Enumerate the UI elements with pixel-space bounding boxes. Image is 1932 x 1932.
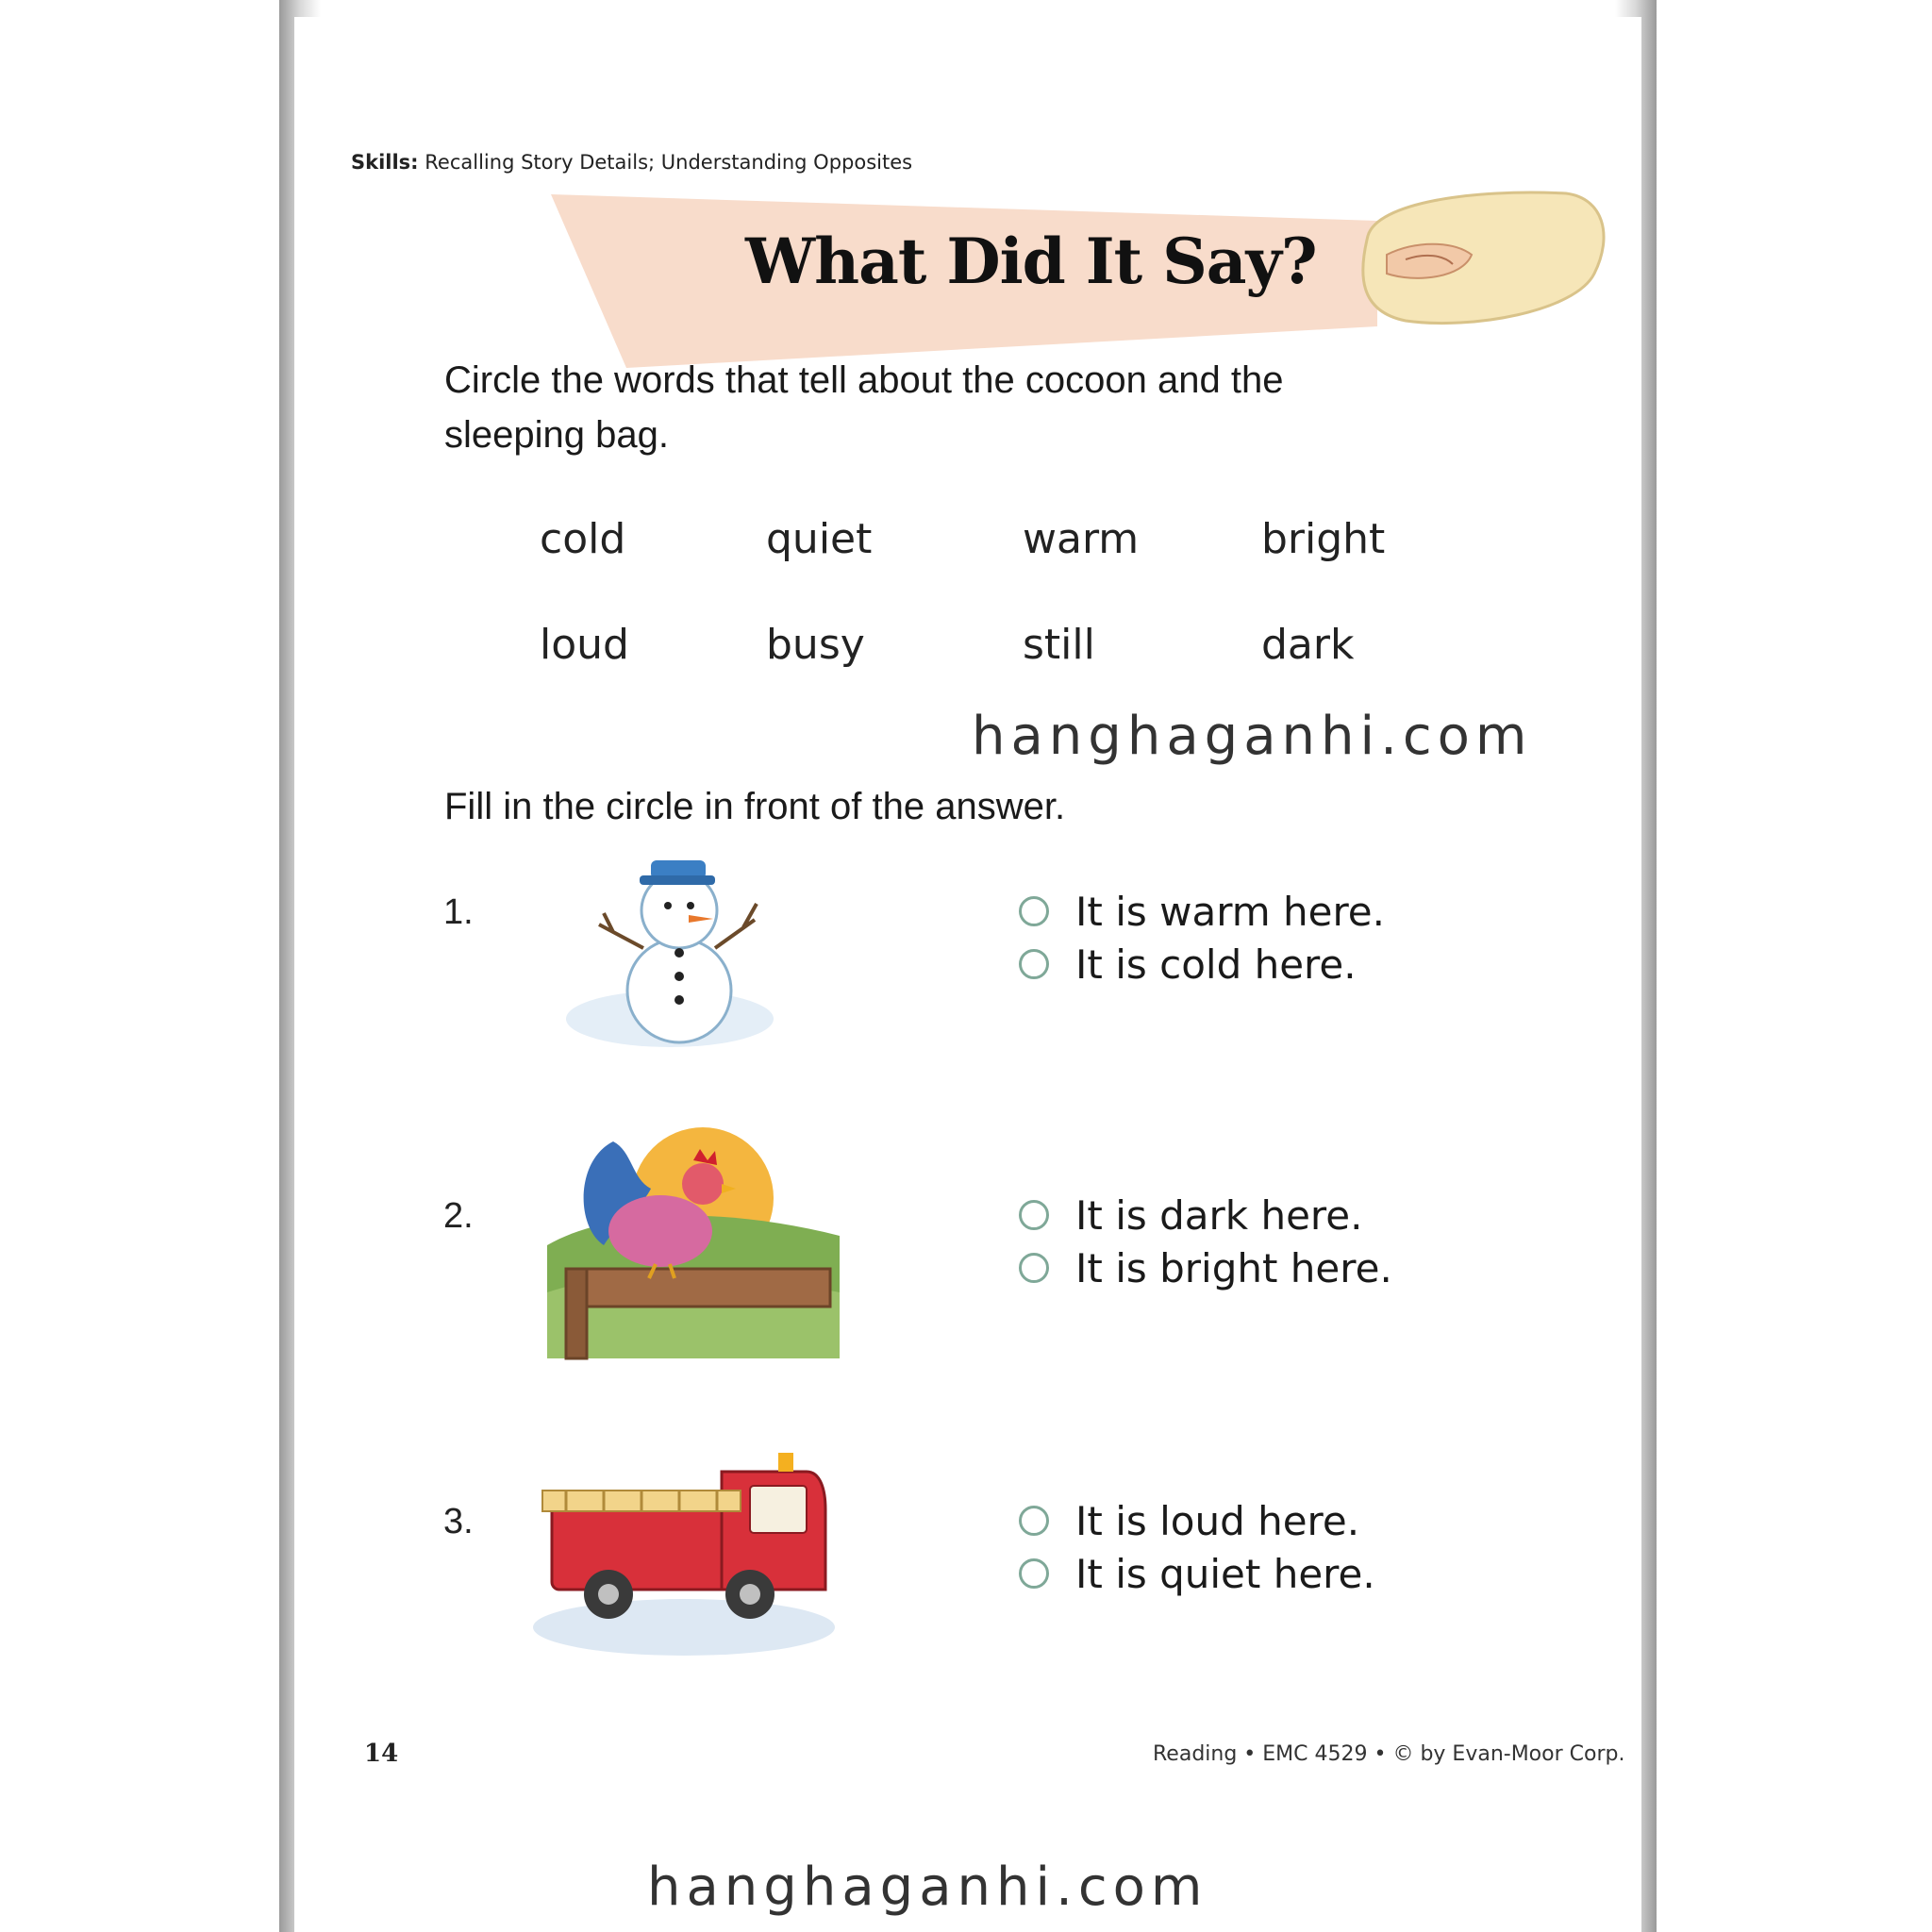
skills-line: Skills: Recalling Story Details; Understanding Opposites	[351, 151, 913, 174]
radio-circle[interactable]	[1019, 1253, 1049, 1283]
answer-option[interactable]	[1019, 1494, 1359, 1547]
rooster-illustration	[538, 1104, 849, 1368]
sleeping-bag-icon	[1363, 192, 1604, 323]
radio-circle[interactable]	[1019, 1558, 1049, 1589]
option-label: It is warm here.	[1075, 888, 1385, 935]
word-bright[interactable]: bright	[1261, 515, 1386, 563]
word-loud[interactable]: loud	[540, 621, 629, 669]
word-cold[interactable]: cold	[540, 515, 626, 563]
question-number: 3.	[443, 1502, 474, 1541]
word-dark[interactable]: dark	[1261, 621, 1355, 669]
title-banner	[0, 0, 1932, 396]
radio-circle[interactable]	[1019, 1200, 1049, 1230]
word-busy[interactable]: busy	[766, 621, 865, 669]
question-number: 1.	[443, 892, 474, 932]
fill-instruction: Fill in the circle in front of the answer.	[444, 786, 1066, 827]
answer-option[interactable]	[1019, 938, 1357, 991]
snowman-illustration	[557, 840, 811, 1057]
radio-circle[interactable]	[1019, 896, 1049, 926]
answer-option[interactable]	[1019, 885, 1385, 938]
page-number: 14	[364, 1740, 399, 1768]
option-label: It is loud here.	[1075, 1497, 1360, 1544]
page-title: What Did It Say?	[745, 225, 1317, 298]
answer-option[interactable]	[1019, 1241, 1392, 1294]
word-warm[interactable]: warm	[1023, 515, 1140, 563]
watermark-text: hanghaganhi.com	[972, 706, 1533, 767]
option-label: It is bright here.	[1075, 1244, 1392, 1291]
watermark-text-bottom: hanghaganhi.com	[647, 1857, 1208, 1918]
fire-truck-illustration	[524, 1415, 844, 1660]
word-quiet[interactable]: quiet	[766, 515, 873, 563]
radio-circle[interactable]	[1019, 949, 1049, 979]
answer-option[interactable]	[1019, 1189, 1362, 1241]
option-label: It is quiet here.	[1075, 1550, 1375, 1597]
radio-circle[interactable]	[1019, 1506, 1049, 1536]
option-label: It is cold here.	[1075, 941, 1357, 988]
word-still[interactable]: still	[1023, 621, 1095, 669]
option-label: It is dark here.	[1075, 1191, 1363, 1239]
circle-instruction: Circle the words that tell about the cocoon and the sleeping bag.	[444, 359, 1284, 456]
question-number: 2.	[443, 1196, 474, 1236]
footer-credit: Reading • EMC 4529 • © by Evan-Moor Corp.	[1153, 1742, 1625, 1766]
answer-option[interactable]	[1019, 1547, 1375, 1600]
